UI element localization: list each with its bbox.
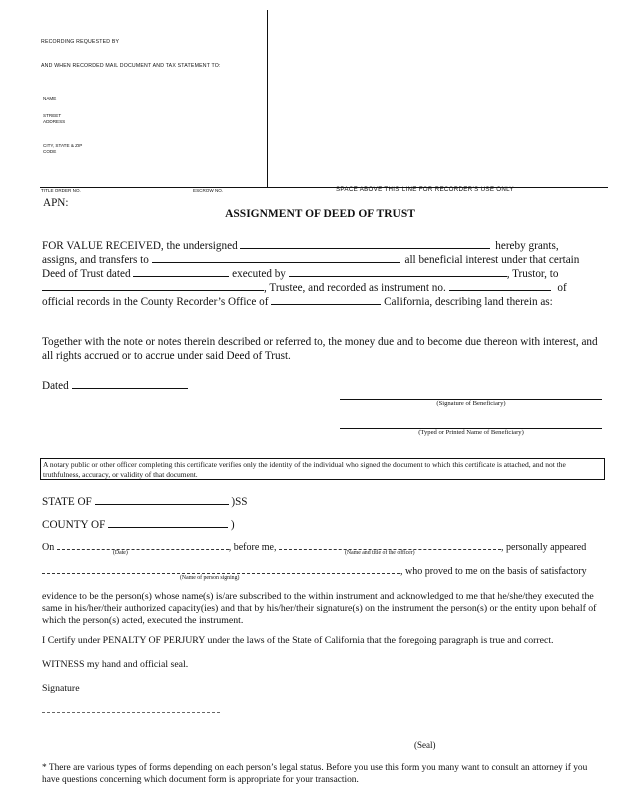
seal-label: (Seal) — [414, 740, 436, 750]
dated-line — [42, 377, 188, 393]
of-text: of — [557, 282, 567, 294]
person-signing-line — [42, 564, 587, 579]
recording-requested-by: RECORDING REQUESTED BY — [41, 39, 120, 45]
california-describing-text: California, describing land therein as: — [384, 296, 553, 308]
name-label: NAME — [43, 96, 57, 101]
state-field[interactable] — [95, 493, 229, 505]
trustee-field[interactable] — [42, 279, 264, 291]
county-office-field[interactable] — [271, 293, 381, 305]
witness-text: WITNESS my hand and official seal. — [42, 659, 189, 670]
city-state-zip-label: CITY, STATE & ZIP CODE — [43, 143, 83, 154]
header-horizontal-divider — [40, 187, 608, 188]
notary-signature-line[interactable] — [42, 712, 220, 713]
ss-label: )SS — [231, 496, 248, 508]
dated-field[interactable] — [72, 377, 188, 389]
who-proved-label: , who proved to me on the basis of satisfactory — [400, 566, 587, 577]
name-title-officer-label: (Name and title of the officer) — [345, 550, 415, 556]
deed-dated-text: Deed of Trust dated — [42, 268, 131, 280]
state-of-line — [42, 493, 248, 509]
apn-label: APN: — [43, 197, 69, 209]
officer-field[interactable] — [279, 540, 501, 550]
name-person-signing-label: (Name of person signing) — [180, 575, 240, 581]
undersigned-field[interactable] — [240, 237, 490, 249]
trustee-text: , Trustee, and recorded as instrument no. — [264, 282, 446, 294]
trustor-to-text: , Trustor, to — [506, 268, 559, 280]
document-title: ASSIGNMENT OF DEED OF TRUST — [225, 208, 415, 220]
dated-label: Dated — [42, 380, 69, 392]
hereby-grants-text: hereby grants, — [495, 240, 559, 252]
assigns-text: assigns, and transfers to — [42, 254, 149, 266]
instrument-no-field[interactable] — [449, 279, 551, 291]
personally-appeared-label: , personally appeared — [501, 542, 587, 553]
for-value-line-5 — [42, 293, 604, 309]
signature-label: Signature — [42, 683, 80, 694]
street-address-label: STREET ADDRESS — [43, 113, 66, 124]
mail-to-label: AND WHEN RECORDED MAIL DOCUMENT AND TAX STATEMENT TO: — [41, 63, 221, 69]
trustor-field[interactable] — [289, 265, 507, 277]
for-value-text: FOR VALUE RECEIVED, the undersigned — [42, 240, 238, 252]
county-of-label: COUNTY OF — [42, 519, 106, 531]
title-order-no-label: TITLE ORDER NO. — [41, 188, 81, 193]
typed-name-label: (Typed or Printed Name of Beneficiary) — [418, 429, 524, 436]
before-me-label: , before me, — [228, 542, 277, 553]
person-signing-field[interactable] — [42, 564, 400, 574]
certify-paragraph: I Certify under PENALTY OF PERJURY under the laws of the State of California that the foregoing paragraph is true and correct. — [42, 635, 554, 646]
county-of-line — [42, 516, 235, 532]
space-above-line-label: SPACE ABOVE THIS LINE FOR RECORDER’S USE ONLY — [336, 186, 514, 193]
deed-date-field[interactable] — [133, 265, 229, 277]
beneficial-interest-text: all beneficial interest under that certain — [404, 254, 580, 266]
footnote: * There are various types of forms depending on each person’s legal status. Before you use this form you many want to consult an attorney if you have questions concerning which document form is appropriate for your transaction. — [42, 763, 588, 785]
state-of-label: STATE OF — [42, 496, 92, 508]
on-label: On — [42, 542, 55, 553]
notary-disclaimer-box — [40, 458, 605, 480]
date-field[interactable] — [57, 540, 229, 550]
header-vertical-divider — [267, 10, 268, 188]
evidence-paragraph: evidence to be the person(s) whose name(s) is/are subscribed to the within instrument and acknowledged to me that he/she/they executed the same in his/her/their authorized capacity(ies) and that by his/her/their signature(s) on the instrument the person(s) or the entity upon behalf of which the person(s) acted, executed the instrument. — [42, 591, 597, 626]
together-paragraph: Together with the note or notes therein described or referred to, the money due and to become due thereon with interest, and all rights accrued or to accrue under said Deed of Trust. — [42, 336, 598, 362]
date-label: (Date) — [113, 550, 128, 556]
assignee-field[interactable] — [152, 251, 400, 263]
county-close-paren: ) — [230, 519, 235, 531]
county-field[interactable] — [108, 516, 228, 528]
escrow-no-label: ESCROW NO. — [193, 188, 224, 193]
signature-of-beneficiary-label: (Signature of Beneficiary) — [436, 400, 506, 407]
executed-by-text: executed by — [232, 268, 286, 280]
notary-disclaimer-text: A notary public or other officer completing this certificate verifies only the identity of the individual who signed the document to which this certificate is attached, and not the truthfulness, accuracy, or validity of that document. — [43, 460, 566, 479]
official-records-text: official records in the County Recorder’s Office of — [42, 296, 269, 308]
